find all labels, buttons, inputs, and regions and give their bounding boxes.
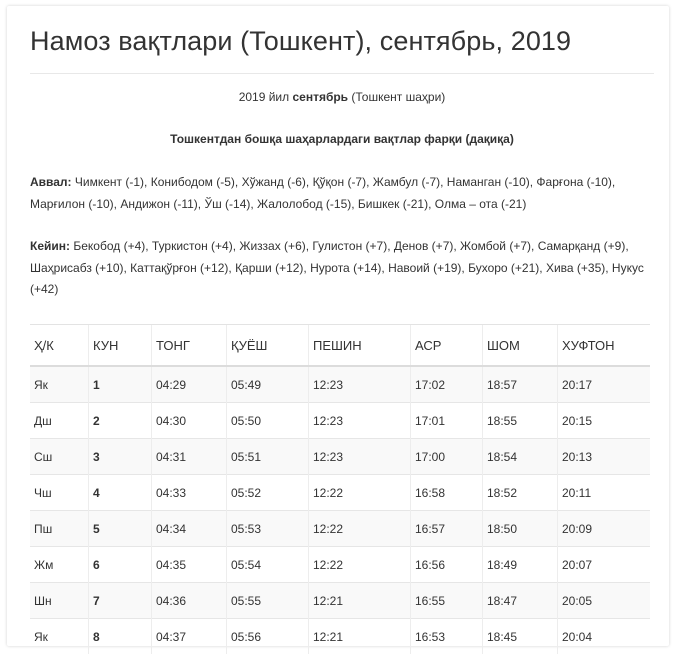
quyosh-cell: 05:53	[227, 511, 309, 547]
header-weekday: Ҳ/К	[30, 325, 89, 367]
asr-cell: 16:56	[411, 547, 483, 583]
asr-cell: 17:02	[411, 366, 483, 403]
asr-cell: 17:00	[411, 439, 483, 475]
header-xufton: ХУФТОН	[558, 325, 651, 367]
shom-cell: 18:50	[483, 511, 558, 547]
xufton-cell: 20:07	[558, 547, 651, 583]
header-shom: ШОМ	[483, 325, 558, 367]
header-asr: АСР	[411, 325, 483, 367]
peshin-cell: 12:23	[309, 403, 411, 439]
peshin-cell: 12:22	[309, 511, 411, 547]
shom-cell: 18:47	[483, 583, 558, 619]
subtitle	[30, 90, 654, 104]
asr-cell: 16:53	[411, 619, 483, 654]
day-cell: 5	[89, 511, 152, 547]
header-quyosh: ҚУЁШ	[227, 325, 309, 367]
xufton-cell: 20:11	[558, 475, 651, 511]
xufton-cell: 20:15	[558, 403, 651, 439]
table-row	[30, 619, 650, 654]
header-tong: ТОНГ	[152, 325, 227, 367]
day-cell: 3	[89, 439, 152, 475]
earlier-label: Аввал:	[30, 175, 72, 189]
table-row	[30, 547, 650, 583]
asr-cell: 16:58	[411, 475, 483, 511]
day-cell: 7	[89, 583, 152, 619]
earlier-cities-text: Чимкент (-1), Конибодом (-5), Хўжанд (-6), Қўқон (-7), Жамбул (-7), Наманган (-10), Фарғона (-10), Марғилон (-10), Андижон (-11), Ўш (-14), Жалолобод (-15), Бишкек (-21), Олма – ота (-21)	[30, 175, 615, 211]
tong-cell: 04:31	[152, 439, 227, 475]
time-difference-heading: Тошкентдан бошқа шаҳарлардаги вақтлар фарқи (дақиқа)	[30, 132, 654, 146]
tong-cell: 04:34	[152, 511, 227, 547]
subtitle-year: 2019 йил	[239, 90, 289, 104]
prayer-times-table	[30, 324, 650, 654]
quyosh-cell: 05:52	[227, 475, 309, 511]
quyosh-cell: 05:55	[227, 583, 309, 619]
table-header-row	[30, 325, 650, 367]
weekday-cell: Чш	[30, 475, 89, 511]
peshin-cell: 12:21	[309, 583, 411, 619]
title-divider	[30, 73, 654, 74]
peshin-cell: 12:21	[309, 619, 411, 654]
weekday-cell: Жм	[30, 547, 89, 583]
later-cities-text: Бекобод (+4), Туркистон (+4), Жиззах (+6), Гулистон (+7), Денов (+7), Жомбой (+7), Самарқанд (+9), Шаҳрисабз (+10), Каттақўрғон (+12), Қарши (+12), Нурота (+14), Навоий (+19), Бухоро (+21), Хива (+35), Нукус (+42)	[30, 239, 644, 296]
header-day: КУН	[89, 325, 152, 367]
shom-cell: 18:55	[483, 403, 558, 439]
weekday-cell: Як	[30, 366, 89, 403]
earlier-cities-paragraph	[30, 172, 654, 215]
quyosh-cell: 05:51	[227, 439, 309, 475]
table-row	[30, 439, 650, 475]
tong-cell: 04:30	[152, 403, 227, 439]
xufton-cell: 20:13	[558, 439, 651, 475]
peshin-cell: 12:23	[309, 439, 411, 475]
table-row	[30, 583, 650, 619]
day-cell: 4	[89, 475, 152, 511]
day-cell: 1	[89, 366, 152, 403]
later-label: Кейин:	[30, 239, 70, 253]
shom-cell: 18:54	[483, 439, 558, 475]
table-row	[30, 366, 650, 403]
weekday-cell: Шн	[30, 583, 89, 619]
table-row	[30, 511, 650, 547]
weekday-cell: Сш	[30, 439, 89, 475]
tong-cell: 04:36	[152, 583, 227, 619]
shom-cell: 18:52	[483, 475, 558, 511]
xufton-cell: 20:09	[558, 511, 651, 547]
tong-cell: 04:29	[152, 366, 227, 403]
table-row	[30, 403, 650, 439]
day-cell: 8	[89, 619, 152, 654]
asr-cell: 16:55	[411, 583, 483, 619]
header-peshin: ПЕШИН	[309, 325, 411, 367]
tong-cell: 04:33	[152, 475, 227, 511]
subtitle-month: сентябрь	[292, 90, 348, 104]
shom-cell: 18:49	[483, 547, 558, 583]
asr-cell: 16:57	[411, 511, 483, 547]
later-cities-paragraph	[30, 236, 654, 301]
peshin-cell: 12:22	[309, 547, 411, 583]
xufton-cell: 20:04	[558, 619, 651, 654]
shom-cell: 18:57	[483, 366, 558, 403]
page-title: Намоз вақтлари (Тошкент), сентябрь, 2019	[30, 26, 571, 57]
content-card	[7, 6, 669, 646]
peshin-cell: 12:23	[309, 366, 411, 403]
shom-cell: 18:45	[483, 619, 558, 654]
quyosh-cell: 05:56	[227, 619, 309, 654]
weekday-cell: Як	[30, 619, 89, 654]
xufton-cell: 20:05	[558, 583, 651, 619]
quyosh-cell: 05:50	[227, 403, 309, 439]
tong-cell: 04:35	[152, 547, 227, 583]
tong-cell: 04:37	[152, 619, 227, 654]
subtitle-city: (Тошкент шаҳри)	[351, 90, 445, 104]
day-cell: 6	[89, 547, 152, 583]
quyosh-cell: 05:49	[227, 366, 309, 403]
day-cell: 2	[89, 403, 152, 439]
table-row	[30, 475, 650, 511]
quyosh-cell: 05:54	[227, 547, 309, 583]
xufton-cell: 20:17	[558, 366, 651, 403]
asr-cell: 17:01	[411, 403, 483, 439]
peshin-cell: 12:22	[309, 475, 411, 511]
weekday-cell: Дш	[30, 403, 89, 439]
weekday-cell: Пш	[30, 511, 89, 547]
